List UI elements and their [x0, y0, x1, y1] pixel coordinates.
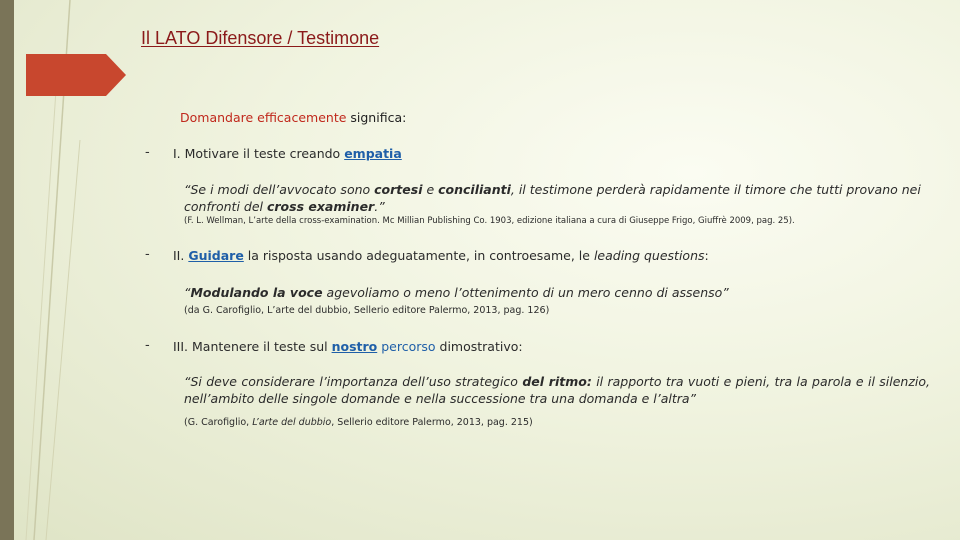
leading-questions-text: leading questions — [593, 248, 705, 263]
quote-2 — [184, 284, 930, 301]
quote-1-text-d: .” — [374, 199, 385, 214]
quote-1-text-b: e — [422, 182, 439, 197]
guidare-link[interactable]: Guidare — [188, 248, 244, 263]
title-accent-tab — [26, 54, 126, 96]
section-2-mid: la risposta usando adeguatamente, in controesame, le — [243, 248, 594, 263]
nostro-link[interactable]: nostro — [331, 339, 378, 354]
quote-1 — [184, 181, 930, 215]
quote-1-bold-c: cross examiner — [266, 199, 375, 214]
quote-1-bold-b: concilianti — [438, 182, 511, 197]
quote-3-text-a: “Si deve considerare l’importanza dell’uso strategico — [184, 374, 523, 389]
section-2-label — [173, 248, 709, 263]
percorso-text: percorso — [377, 339, 436, 354]
citation-3-suffix: , Sellerio editore Palermo, 2013, pag. 215) — [331, 417, 533, 428]
intro-line — [180, 110, 406, 125]
quote-1-text-c: , il testimone perderà rapidamente il timore che tutti provano nei confronti del — [184, 182, 921, 214]
citation-3 — [184, 417, 533, 428]
quote-2-text-a: “ — [184, 285, 191, 300]
section-3-suffix: dimostrativo: — [435, 339, 523, 354]
citation-2: (da G. Carofiglio, L’arte del dubbio, Sellerio editore Palermo, 2013, pag. 126) — [184, 305, 550, 316]
section-2-prefix: II. — [173, 248, 189, 263]
section-3-label — [173, 339, 523, 354]
quote-1-text-a: “Se i modi dell’avvocato sono — [184, 182, 375, 197]
citation-3-title: L’arte del dubbio — [252, 417, 332, 428]
bullet-2: - — [145, 247, 150, 262]
quote-2-text-b: agevoliamo o meno l’ottenimento di un mero cenno di assenso” — [322, 285, 729, 300]
quote-3 — [184, 373, 930, 407]
section-1-label — [173, 146, 402, 161]
page-title: Il LATO Difensore / Testimone — [141, 28, 380, 48]
citation-3-prefix: (G. Carofiglio, — [184, 417, 253, 428]
section-3-prefix: III. Mantenere il teste sul — [173, 339, 332, 354]
quote-2-bold-a: Modulando la voce — [190, 285, 323, 300]
section-1-prefix: I. Motivare il teste creando — [173, 146, 345, 161]
quote-3-bold-a: del ritmo: — [522, 374, 592, 389]
section-2-suffix: : — [704, 248, 709, 263]
empatia-link[interactable]: empatia — [344, 146, 402, 161]
quote-3-text-b: il rapporto tra vuoti e pieni, tra la parola e il silenzio, nell’ambito delle singole domande e nella successione tra una domanda e l’altra” — [184, 374, 931, 406]
quote-1-bold-a: cortesi — [374, 182, 423, 197]
intro-highlight: Domandare efficacemente — [180, 110, 347, 125]
bullet-3: - — [145, 338, 150, 353]
citation-1: (F. L. Wellman, L’arte della cross-examination. Mc Millian Publishing Co. 1903, edizione italiana a cura di Giuseppe Frigo, Giuffrè 2009, pag. 25). — [184, 216, 795, 226]
intro-rest: significa: — [350, 110, 407, 125]
bullet-1: - — [145, 145, 150, 160]
